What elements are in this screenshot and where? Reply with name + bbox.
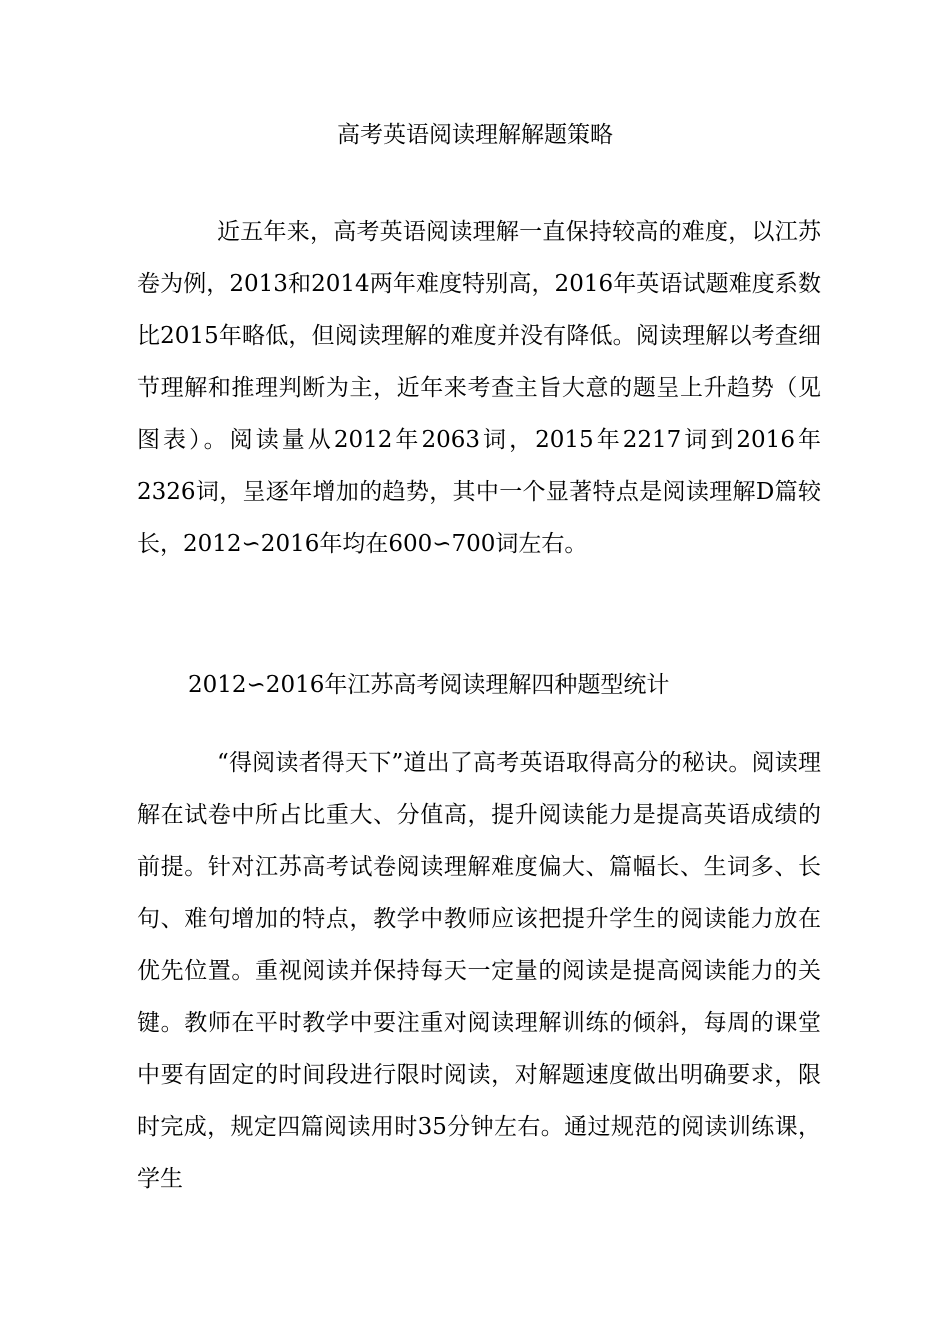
document-title: 高考英语阅读理解解题策略: [337, 122, 613, 148]
paragraph-strategy: “得阅读者得天下”道出了高考英语取得高分的秘诀。阅读理解在试卷中所占比重大、分值高，提升阅读能力是提高英语成绩的前提。针对江苏高考试卷阅读理解难度偏大、篇幅长、生词多、长句、难句增加的特点，教学中教师应该把提升学生的阅读能力放在优先位置。重视阅读并保持每天一定量的阅读是提高阅读能力的关键。教师在平时教学中要注重对阅读理解训练的倾斜，每周的课堂中要有固定的时间段进行限时阅读，对解题速度做出明确要求，限时完成，规定四篇阅读用时35分钟左右。通过规范的阅读训练课，学生: [137, 750, 821, 1192]
paragraph-intro: 近五年来，高考英语阅读理解一直保持较高的难度，以江苏卷为例，2013和2014两年难度特别高，2016年英语试题难度系数比2015年略低，但阅读理解的难度并没有降低。阅读理解以考查细节理解和推理判断为主，近年来考查主旨大意的题呈上升趋势（见图表）。阅读量从2012年2063词，2015年2217词到2016年2326词，呈逐年增加的趋势，其中一个显著特点是阅读理解D篇较长，2012∽2016年均在600∽700词左右。: [137, 219, 821, 557]
figure-caption: 2012∽2016年江苏高考阅读理解四种题型统计: [188, 672, 670, 698]
